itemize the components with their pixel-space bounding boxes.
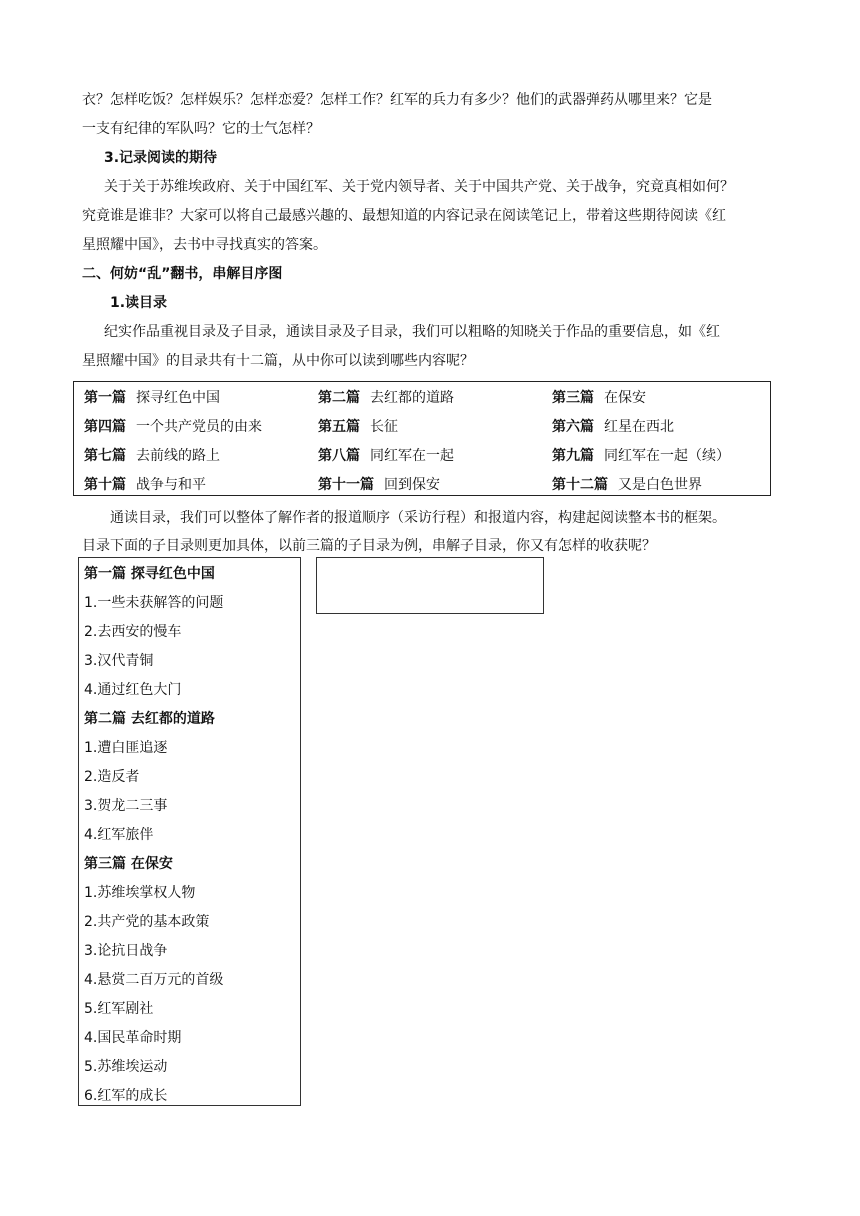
- chapter-title: 在保安: [604, 390, 646, 406]
- chapter-number: 第三篇: [552, 390, 594, 406]
- chapter-number: 第五篇: [318, 419, 360, 435]
- chapter-title: 探寻红色中国: [136, 390, 220, 406]
- subtoc-chapter-heading: 第一篇 探寻红色中国: [84, 566, 215, 582]
- chapter-entry: [84, 475, 206, 495]
- paragraph-line: 星照耀中国》，去书中寻找真实的答案。: [82, 237, 327, 253]
- chapter-entry: [84, 388, 220, 408]
- chapter-number: 第八篇: [318, 448, 360, 464]
- answer-box: [316, 557, 544, 614]
- subtoc-item: 3.汉代青铜: [84, 653, 154, 669]
- subtoc-item: 1.遭白匪追逐: [84, 740, 168, 756]
- subtoc-item: 1.一些未获解答的问题: [84, 595, 224, 611]
- chapter-title: 同红军在一起（续）: [604, 448, 730, 464]
- chapter-entry: [552, 446, 730, 466]
- chapter-entry: [318, 446, 454, 466]
- chapter-number: 第九篇: [552, 448, 594, 464]
- chapter-title: 同红军在一起: [370, 448, 454, 464]
- chapter-number: 第十二篇: [552, 477, 608, 493]
- paragraph-line: 衣？怎样吃饭？怎样娱乐？怎样恋爱？怎样工作？红军的兵力有多少？他们的武器弹药从哪里来？它是: [82, 92, 712, 108]
- chapter-title: 长征: [370, 419, 398, 435]
- chapter-entry: [552, 388, 646, 408]
- subtoc-item: 3.贺龙二三事: [84, 798, 168, 814]
- subtoc-item: 4.通过红色大门: [84, 682, 182, 698]
- subtoc-chapter-heading: 第三篇 在保安: [84, 856, 173, 872]
- chapter-number: 第二篇: [318, 390, 360, 406]
- chapter-title: 又是白色世界: [618, 477, 702, 493]
- chapter-number: 第六篇: [552, 419, 594, 435]
- chapter-number: 第十一篇: [318, 477, 374, 493]
- chapter-entry: [84, 446, 220, 466]
- chapter-title: 红星在西北: [604, 419, 674, 435]
- subtoc-item: 2.去西安的慢车: [84, 624, 182, 640]
- paragraph-line: 关于关于苏维埃政府、关于中国红军、关于党内领导者、关于中国共产党、关于战争，究竟真相如何？: [104, 179, 734, 195]
- subtoc-item: 5.红军剧社: [84, 1001, 154, 1017]
- chapter-number: 第七篇: [84, 448, 126, 464]
- section-heading: 3.记录阅读的期待: [104, 150, 218, 166]
- subtoc-item: 4.红军旅伴: [84, 827, 154, 843]
- subtoc-item: 2.共产党的基本政策: [84, 914, 210, 930]
- chapter-title: 去前线的路上: [136, 448, 220, 464]
- chapter-entry: [318, 388, 454, 408]
- chapter-number: 第十篇: [84, 477, 126, 493]
- subtoc-item: 6.红军的成长: [84, 1088, 168, 1104]
- chapter-entry: [318, 475, 440, 495]
- paragraph-line: 通读目录，我们可以整体了解作者的报道顺序（采访行程）和报道内容，构建起阅读整本书的框架。: [110, 510, 726, 526]
- chapter-entry: [318, 417, 398, 437]
- chapter-title: 回到保安: [384, 477, 440, 493]
- subtoc-item: 2.造反者: [84, 769, 140, 785]
- chapter-title: 一个共产党员的由来: [136, 419, 262, 435]
- paragraph-line: 究竟谁是谁非？大家可以将自己最感兴趣的、最想知道的内容记录在阅读笔记上，带着这些期待阅读《红: [82, 208, 726, 224]
- subtoc-item: 5.苏维埃运动: [84, 1059, 168, 1075]
- subtoc-item: 4.国民革命时期: [84, 1030, 182, 1046]
- paragraph-line: 星照耀中国》的目录共有十二篇，从中你可以读到哪些内容呢？: [82, 353, 474, 369]
- chapter-entry: [552, 475, 702, 495]
- subtoc-box: [78, 557, 301, 1106]
- chapter-entry: [552, 417, 674, 437]
- part-heading: 二、何妨“乱”翻书，串解目序图: [82, 266, 283, 282]
- chapter-number: 第四篇: [84, 419, 126, 435]
- chapter-title: 去红都的道路: [370, 390, 454, 406]
- subtoc-chapter-heading: 第二篇 去红都的道路: [84, 711, 215, 727]
- subtoc-item: 4.悬赏二百万元的首级: [84, 972, 224, 988]
- paragraph-line: 纪实作品重视目录及子目录，通读目录及子目录，我们可以粗略的知晓关于作品的重要信息，如《红: [104, 324, 720, 340]
- subtoc-item: 1.苏维埃掌权人物: [84, 885, 196, 901]
- chapter-table: [73, 381, 771, 496]
- chapter-entry: [84, 417, 262, 437]
- subsection-heading: 1.读目录: [110, 295, 168, 311]
- paragraph-line: 目录下面的子目录则更加具体，以前三篇的子目录为例，串解子目录，你又有怎样的收获呢？: [82, 538, 656, 554]
- chapter-title: 战争与和平: [136, 477, 206, 493]
- subtoc-item: 3.论抗日战争: [84, 943, 168, 959]
- paragraph-line: 一支有纪律的军队吗？它的士气怎样？: [82, 121, 320, 137]
- chapter-number: 第一篇: [84, 390, 126, 406]
